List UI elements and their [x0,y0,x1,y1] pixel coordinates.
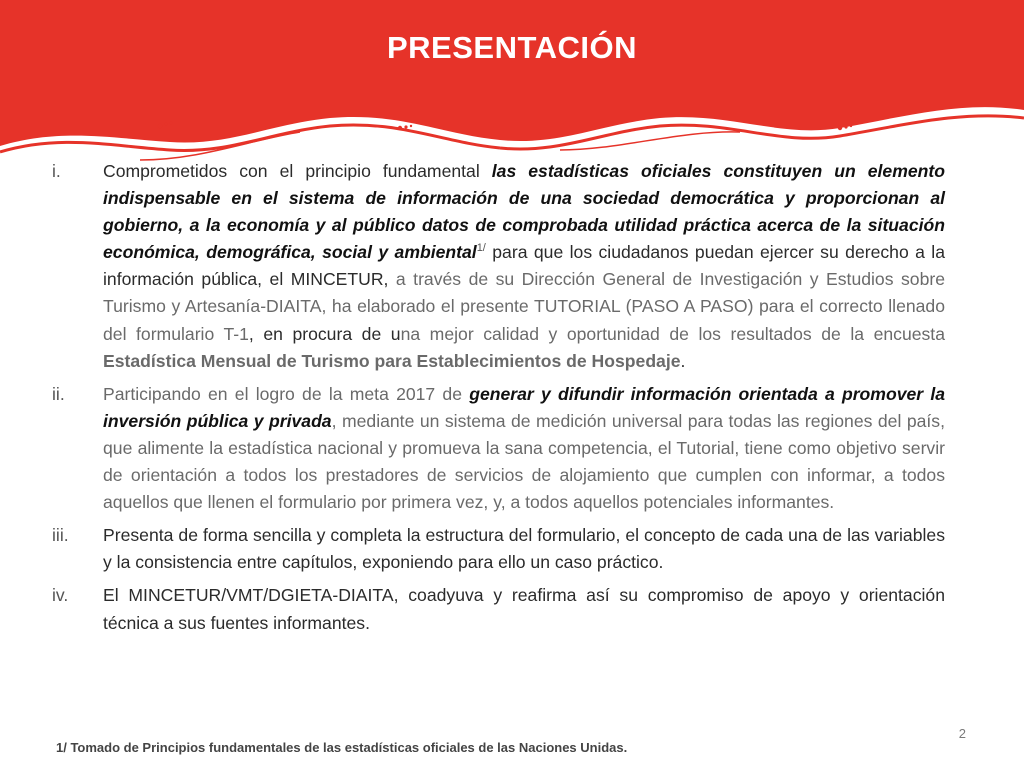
list-text: Presenta de forma sencilla y completa la estructura del formulario, el concepto de cada una de las variables y la consistencia entre capítulos, exponiendo para ello un caso práctico. [103,525,945,573]
list-item [52,582,945,636]
header-banner [0,0,1024,175]
text-segment: para que los ciudadanos puedan ejercer su derecho a la información pública, el MINCETUR, [103,242,946,290]
numbered-list [52,158,945,637]
page-number: 2 [958,726,966,741]
emphasis-text: las estadísticas oficiales constituyen un elemento indispensable en el sistema de información de una sociedad democrática y proporcionan al gobierno, a la economía y al público datos de comprobada utilidad práctica acerca de la situación económica, demográfica, social y ambiental [103,161,945,263]
text-segment: , en procura de u [248,323,401,344]
list-item [52,158,945,375]
list-item [52,522,945,576]
text-segment: Comprometidos con el principio fundamental [103,161,492,181]
list-text: El MINCETUR/VMT/DGIETA-DIAITA, coadyuva y reafirma así su compromiso de apoyo y orientación técnica a sus fuentes informantes. [103,585,945,633]
list-item [52,381,945,516]
list-number: iv. [52,585,69,606]
presentation-content [52,158,945,643]
list-number: iii. [52,525,69,546]
text-segment: . [680,350,686,371]
text-segment: , mediante un sistema de medición universal para todas las regiones del país, que alimente la estadística nacional y promueva la sana competencia, el Tutorial, tiene como objetivo servir de orientación a todos los prestadores de servicios de alojamiento que cumplen con informar, a todos aquellos que llenen el formulario por primera vez, y, a todos aquellos potenciales informantes. [103,410,945,513]
survey-name: Estadística Mensual de Turismo para Establecimientos de Hospedaje [103,350,681,371]
text-segment: Participando en el logro de la meta 2017 de [103,383,470,404]
text-segment: na mejor calidad y oportunidad de los resultados de la encuesta [400,323,945,344]
list-number: ii. [52,383,65,404]
list-number: i. [52,161,61,181]
red-wave-banner [0,0,1024,175]
footnote: 1/ Tomado de Principios fundamentales de las estadísticas oficiales de las Naciones Unidas. [56,740,628,755]
text-segment: a través de su Dirección General de Investigación y Estudios sobre Turismo y Artesanía-DIAITA, ha elaborado el presente TUTORIAL (PASO A PASO) para el correcto llenado del formulario T-1 [103,269,945,344]
page-title: PRESENTACIÓN [386,30,637,65]
footnote-ref: 1/ [476,242,486,255]
emphasis-text: generar y difundir información orientada a promover la inversión pública y privada [103,383,945,431]
